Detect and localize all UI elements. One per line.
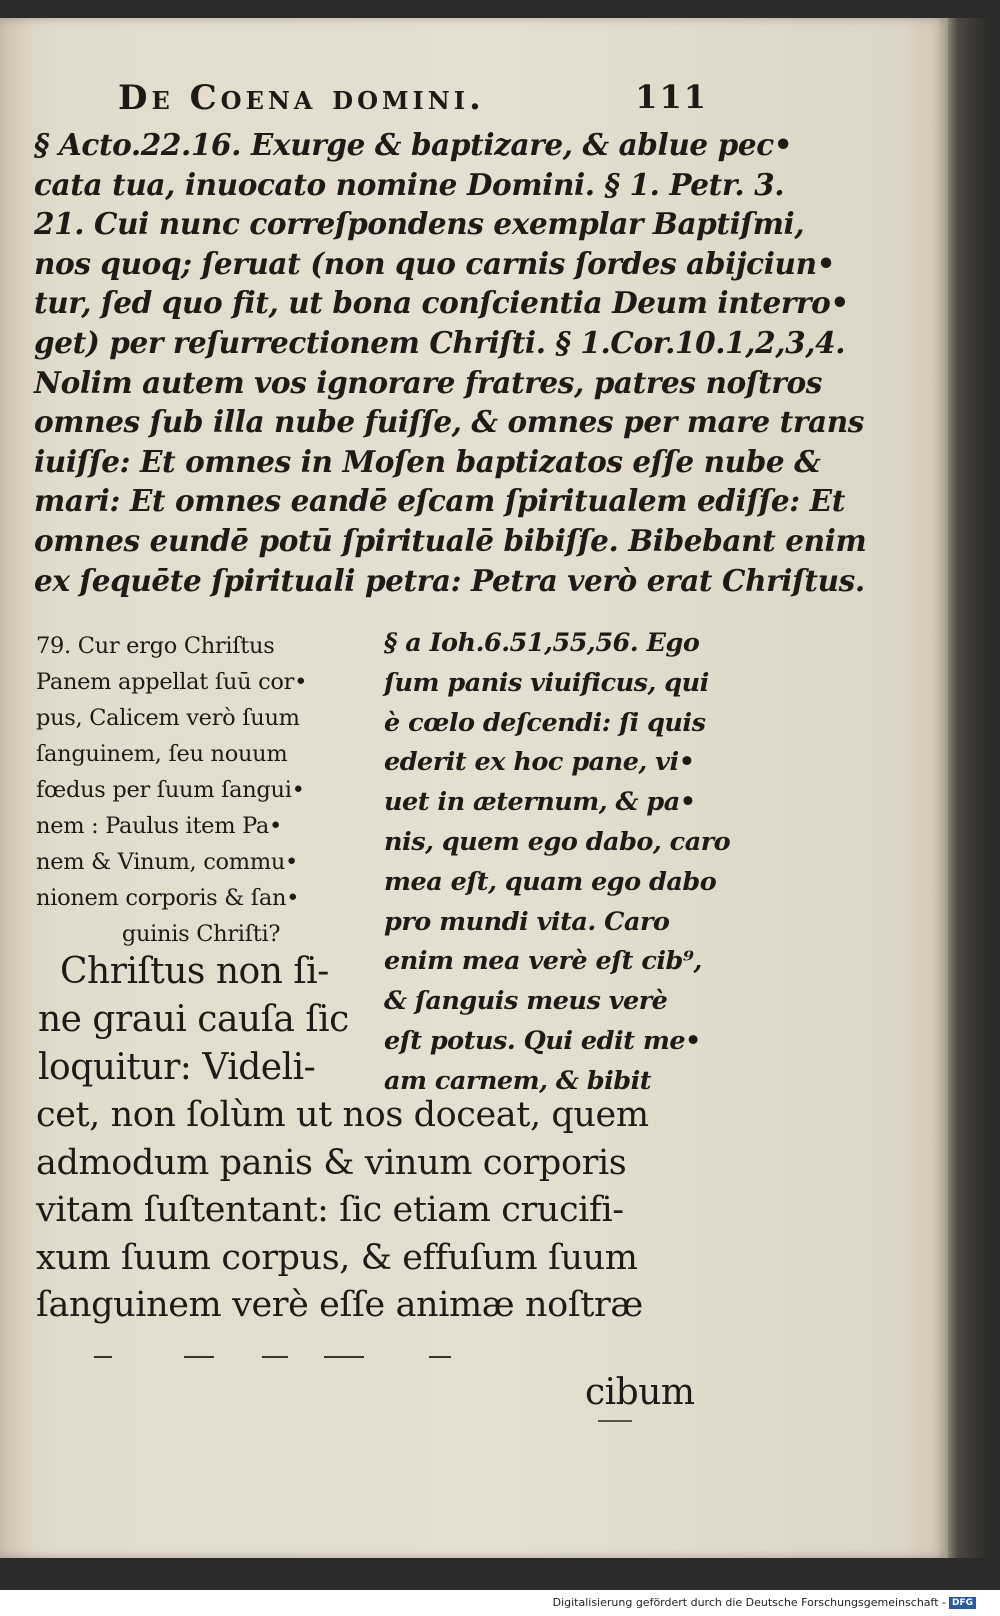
question-line: nem : Paulus item Pa• <box>36 813 283 839</box>
answer-line: admodum panis & vinum corporis <box>36 1142 627 1183</box>
answer-line: cet, non ſolùm ut nos doceat, quem <box>36 1095 649 1135</box>
question-line: guinis Chriſti? <box>121 921 281 947</box>
question-line: Panem appellat ſuū cor• <box>36 669 308 695</box>
scripture-block <box>34 125 867 600</box>
marginal-line: § a Ioh.6.51,55,56. Ego <box>384 628 700 658</box>
answer-line: xum ſuum corpus, & effuſum ſuum <box>36 1237 638 1278</box>
question-line: nem & Vinum, commu• <box>36 849 299 875</box>
catchword-mark <box>598 1420 632 1422</box>
question-79 <box>36 628 366 952</box>
marginal-line: & ſanguis meus verè <box>384 986 668 1017</box>
question-line: nionem corporis & ſan• <box>36 885 300 911</box>
marginal-line: nis, quem ego dabo, caro <box>384 826 731 857</box>
marginal-line: uet in æternum, & pa• <box>384 787 696 818</box>
running-title: De Coena domini. <box>118 78 485 118</box>
dfg-logo: DFG <box>949 1597 976 1609</box>
digitization-credit <box>553 1596 976 1609</box>
answer-line: ne graui cauſa ſic <box>38 999 349 1040</box>
scripture-line: Nolim autem vos ignorare fratres, patres noſtros <box>34 364 822 400</box>
scripture-line: iuiſſe: Et omnes in Moſen baptizatos eſſe nube & <box>34 443 821 479</box>
marginal-line: è cœlo deſcendi: ſi quis <box>384 707 706 738</box>
answer-line: loquitur: Videli- <box>38 1047 316 1088</box>
question-line: 79. Cur ergo Chriſtus <box>36 633 275 659</box>
scripture-line: get) per reſurrectionem Chriſti. § 1.Cor.10.1,2,3,4. <box>34 324 846 360</box>
marginal-line: ſum panis viuificus, qui <box>384 667 709 698</box>
marginal-line: mea eſt, quam ego dabo <box>384 866 717 897</box>
page-number: 111 <box>635 78 708 116</box>
marginal-line: ederit ex hoc pane, vi• <box>384 747 695 778</box>
page-edge-shadow <box>948 18 988 1558</box>
marginal-note <box>384 624 731 1102</box>
answer-line: vitam ſuſtentant: ſic etiam crucifi- <box>36 1190 624 1230</box>
scripture-line: nos quoq; ſeruat (non quo carnis ſordes abijciun• <box>34 245 836 281</box>
marginal-line: enim mea verè eſt cib⁹, <box>384 946 702 977</box>
catchword: cibum <box>585 1372 695 1413</box>
answer-opening <box>38 948 368 1092</box>
page-header <box>118 78 708 118</box>
answer-line: ſanguinem verè eſſe animæ noſtræ <box>36 1285 643 1325</box>
scripture-line: cata tua, inuocato nomine Domini. § 1. Petr. 3. <box>34 166 785 202</box>
show-through-marks <box>34 1356 514 1360</box>
question-line: fœdus per ſuum ſangui• <box>36 777 305 803</box>
question-line: pus, Calicem verò ſuum <box>36 705 300 731</box>
scripture-line: ex ſequēte ſpirituali petra: Petra verò erat Chriſtus. <box>34 562 865 598</box>
marginal-line: pro mundi vita. Caro <box>384 906 670 937</box>
marginal-line: eſt potus. Qui edit me• <box>384 1025 701 1056</box>
scripture-line: omnes ſub illa nube fuiſſe, & omnes per mare trans <box>34 404 864 440</box>
question-line: ſanguinem, ſeu nouum <box>36 741 288 767</box>
scripture-line: mari: Et omnes eandē eſcam ſpiritualem ediſſe: Et <box>34 483 845 519</box>
answer-body <box>36 1092 716 1330</box>
scripture-line: omnes eundē potū ſpiritualē bibiſſe. Bibebant enim <box>34 522 867 558</box>
answer-line: Chriſtus non ſi- <box>60 951 329 992</box>
scripture-line: § Acto.22.16. Exurge & baptizare, & ablue pec• <box>34 127 793 162</box>
scripture-line: 21. Cui nunc correſpondens exemplar Baptiſmi, <box>34 206 805 242</box>
credit-text: Digitalisierung gefördert durch die Deutsche Forschungsgemeinschaft - <box>552 1596 946 1609</box>
scripture-line: tur, ſed quo fit, ut bona conſcientia Deum interro• <box>34 285 849 321</box>
marginal-line: am carnem, & bibit <box>384 1065 652 1096</box>
